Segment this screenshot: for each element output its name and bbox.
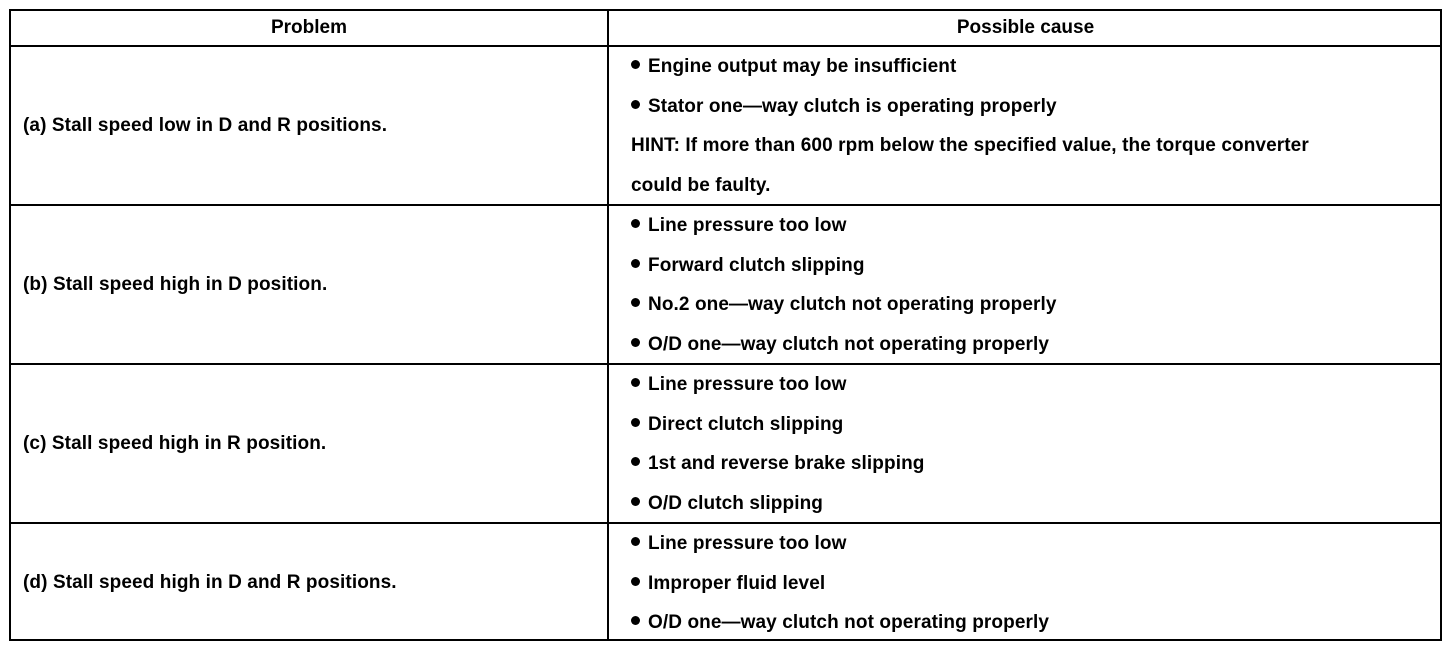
bullet-icon bbox=[631, 259, 640, 268]
problem-cell: (d) Stall speed high in D and R positions. bbox=[23, 571, 397, 593]
cause-text: Direct clutch slipping bbox=[648, 413, 844, 435]
cause-text: Line pressure too low bbox=[648, 374, 847, 395]
cause-item bbox=[631, 524, 1442, 564]
bullet-icon bbox=[631, 418, 640, 427]
cause-text: HINT: If more than 600 rpm below the specified value, the torque converter bbox=[631, 135, 1309, 156]
problem-cell: (a) Stall speed low in D and R positions. bbox=[23, 114, 388, 136]
table-row bbox=[11, 206, 1440, 365]
bullet-icon bbox=[631, 577, 640, 586]
bullet-icon bbox=[631, 60, 640, 69]
cause-item bbox=[631, 405, 1442, 445]
header-problem: Problem bbox=[270, 17, 348, 38]
hint-text bbox=[631, 126, 1442, 166]
cause-text: No.2 one—way clutch not operating properly bbox=[648, 294, 1057, 315]
cause-item bbox=[631, 365, 1442, 405]
problem-cell: (b) Stall speed high in D position. bbox=[23, 273, 328, 295]
cause-cell bbox=[609, 524, 1442, 641]
bullet-icon bbox=[631, 457, 640, 466]
cause-item bbox=[631, 325, 1442, 365]
hint-text bbox=[631, 166, 1442, 206]
table-row bbox=[11, 365, 1440, 524]
cause-cell bbox=[609, 47, 1442, 204]
cause-text: O/D one—way clutch not operating properly bbox=[648, 612, 1050, 633]
table-row bbox=[11, 524, 1440, 641]
table-row bbox=[11, 47, 1440, 206]
cause-text: Improper fluid level bbox=[648, 572, 826, 594]
cause-text: could be faulty. bbox=[631, 174, 771, 196]
header-possible-cause: Possible cause bbox=[956, 17, 1095, 38]
troubleshooting-table bbox=[9, 9, 1442, 641]
cause-cell bbox=[609, 206, 1442, 363]
cause-cell bbox=[609, 365, 1442, 522]
cause-text: O/D clutch slipping bbox=[648, 492, 824, 514]
bullet-icon bbox=[631, 100, 640, 109]
cause-text: Forward clutch slipping bbox=[648, 254, 865, 276]
cause-text: Stator one—way clutch is operating properly bbox=[648, 95, 1057, 117]
cause-item bbox=[631, 444, 1442, 484]
cause-item bbox=[631, 47, 1442, 87]
cause-text: Line pressure too low bbox=[648, 215, 847, 236]
cause-text: Line pressure too low bbox=[648, 533, 847, 554]
cause-text: O/D one—way clutch not operating properly bbox=[648, 333, 1050, 355]
cause-item bbox=[631, 564, 1442, 604]
bullet-icon bbox=[631, 497, 640, 506]
bullet-icon bbox=[631, 298, 640, 307]
bullet-icon bbox=[631, 537, 640, 546]
bullet-icon bbox=[631, 219, 640, 228]
problem-cell: (c) Stall speed high in R position. bbox=[23, 432, 327, 454]
cause-item bbox=[631, 603, 1442, 643]
bullet-icon bbox=[631, 338, 640, 347]
cause-text: Engine output may be insufficient bbox=[648, 56, 957, 77]
cause-item bbox=[631, 246, 1442, 286]
cause-item bbox=[631, 206, 1442, 246]
table-header bbox=[11, 11, 1440, 47]
cause-item bbox=[631, 87, 1442, 127]
cause-item bbox=[631, 285, 1442, 325]
cause-text: 1st and reverse brake slipping bbox=[648, 453, 925, 474]
cause-item bbox=[631, 484, 1442, 524]
bullet-icon bbox=[631, 378, 640, 387]
bullet-icon bbox=[631, 616, 640, 625]
